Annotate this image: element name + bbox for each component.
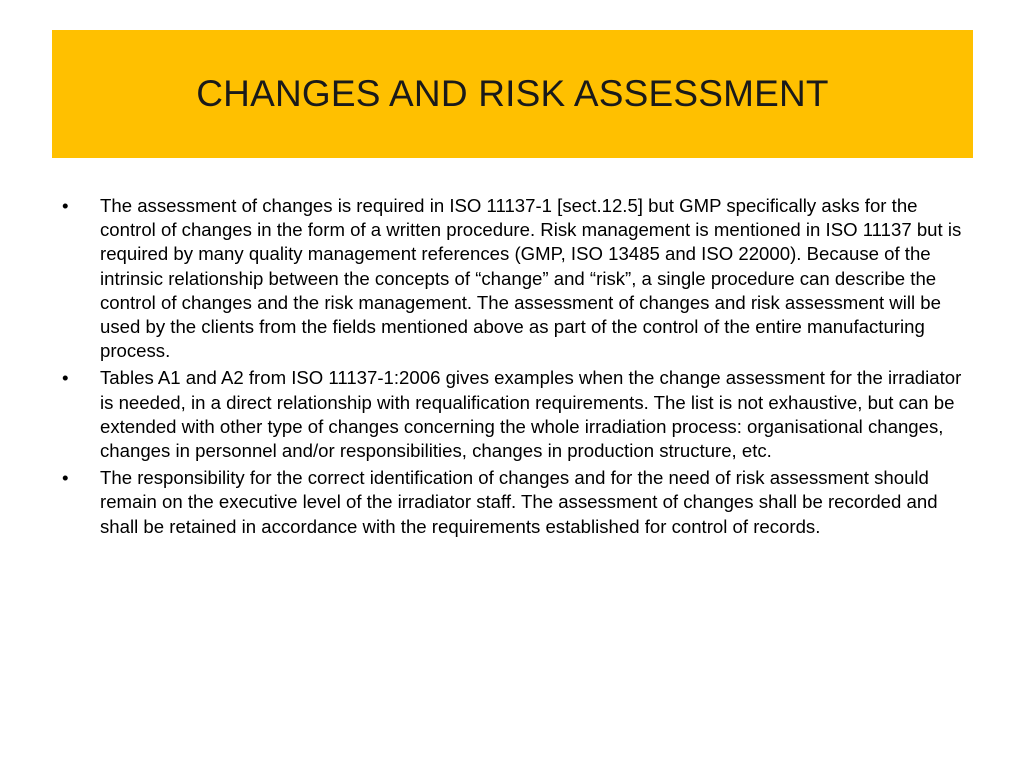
bullet-text: The assessment of changes is required in ISO 11137-1 [sect.12.5] but GMP specifically asks for the control of changes in the form of a written procedure. Risk management is mentioned in ISO 11137 but is required by many quality management references (GMP, ISO 13485 and ISO 22000). Because of the intrinsic relationship between the concepts of “change” and “risk”, a single procedure can describe the control of changes and the risk management. The assessment of changes and risk assessment will be used by the clients from the fields mentioned above as part of the control of the entire manufacturing process. [100,195,962,362]
bullet-dot-icon: • [62,367,69,389]
bullet-item [62,194,968,363]
bullet-item [62,466,968,539]
bullet-item [62,366,968,463]
slide-title: CHANGES AND RISK ASSESSMENT [196,73,829,114]
title-banner [52,30,973,158]
bullet-text: The responsibility for the correct identification of changes and for the need of risk assessment should remain on the executive level of the irradiator staff. The assessment of changes shall be recorded and shall be retained in accordance with the requirements established for control of records. [100,467,938,537]
bullet-dot-icon: • [62,467,69,489]
bullet-text: Tables A1 and A2 from ISO 11137-1:2006 gives examples when the change assessment for the irradiator is needed, in a direct relationship with requalification requirements. The list is not exhaustive, but can be extended with other type of changes concerning the whole irradiation process: organisational changes, changes in personnel and/or responsibilities, changes in production structure, etc. [100,367,962,462]
bullet-list [62,194,968,542]
bullet-dot-icon: • [62,195,69,216]
